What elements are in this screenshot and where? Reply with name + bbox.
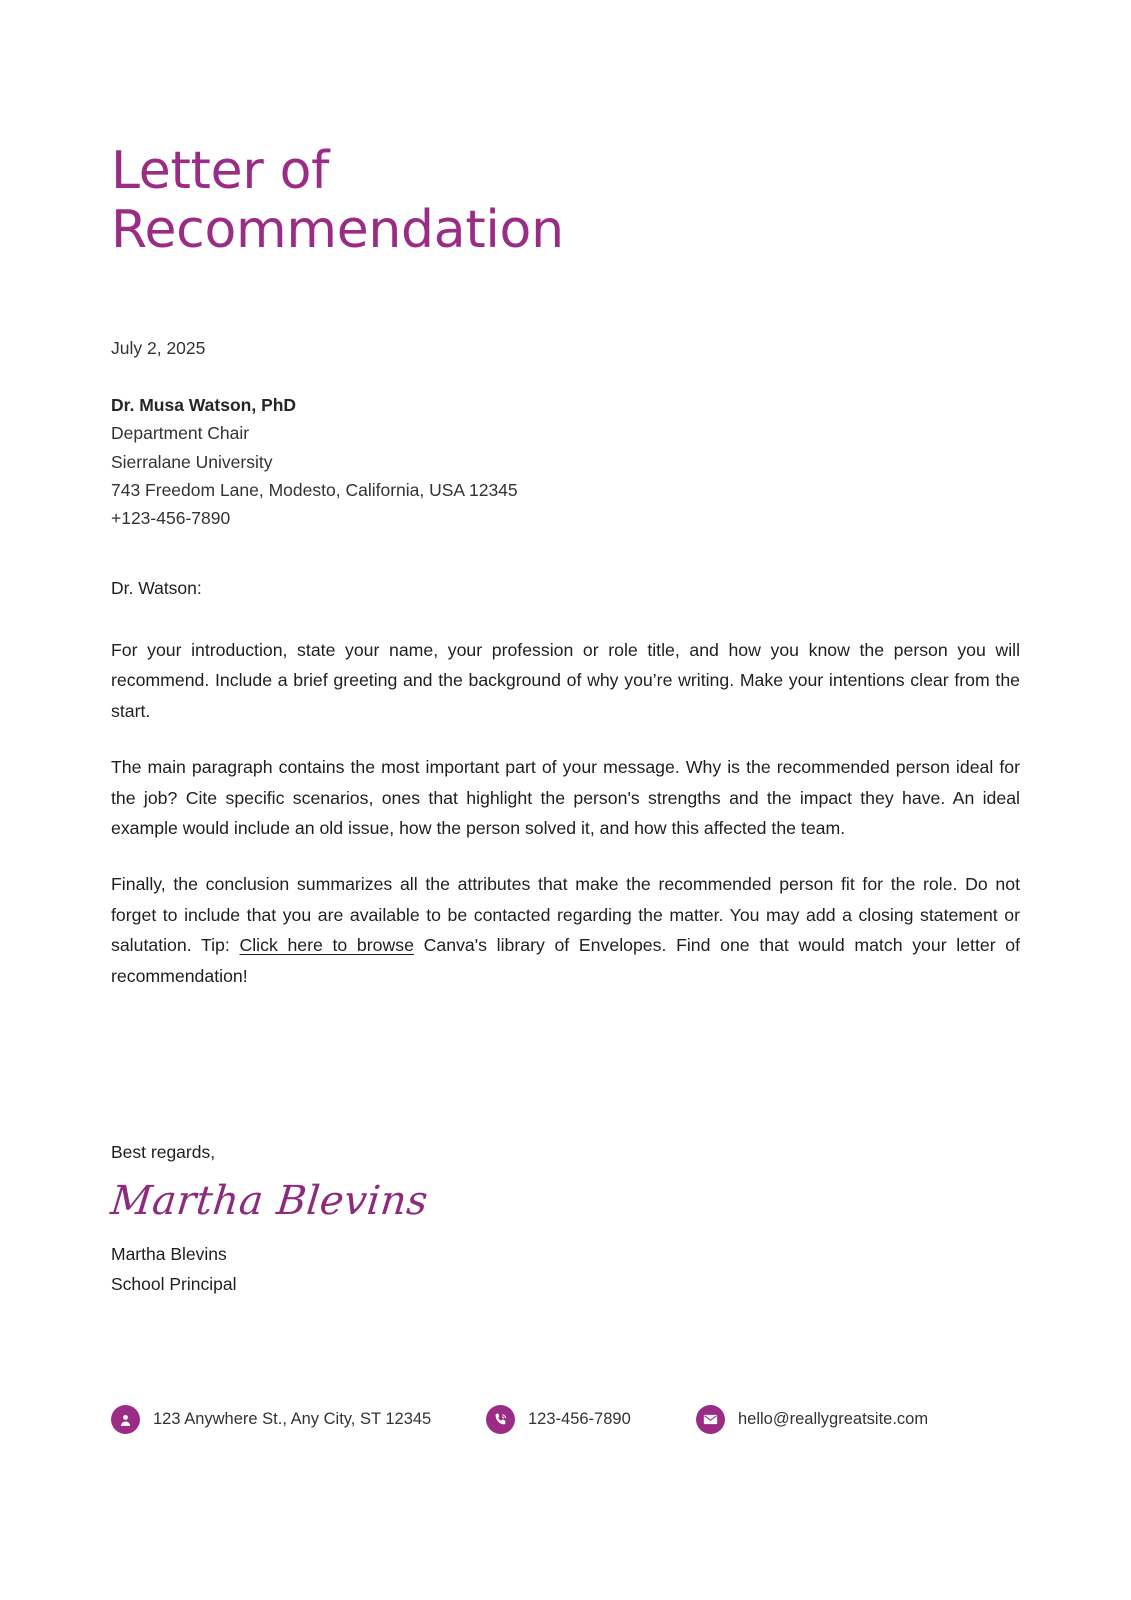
page-title-line-2: Recommendation [111,199,564,260]
footer [111,1405,1020,1434]
footer-item-address [111,1405,486,1434]
salutation: Dr. Watson: [111,577,202,598]
recipient-phone: +123-456-7890 [111,508,231,529]
footer-item-email [696,1405,928,1434]
footer-item-phone [486,1405,696,1434]
body-paragraph-3-text-before: Finally, the conclusion summarizes all the attributes that make the recommended person fit for the role. Do not forget to include that you are available to be contacted regarding the matter. You may add a closing statement or salutation. Tip: [111,874,1020,956]
body-paragraph-1: For your introduction, state your name, your profession or role title, and how you know the person you will recommend. Include a brief greeting and the background of why you’re writing. Make your intentions clear from the start. [111,639,1020,721]
phone-icon [486,1405,515,1434]
user-location-icon [111,1405,140,1434]
signature-script: Martha Blevins [108,1178,431,1225]
browse-envelopes-link[interactable]: Click here to browse [239,935,414,956]
envelope-icon [696,1405,725,1434]
footer-phone-text: 123-456-7890 [528,1409,631,1428]
recipient-block [111,391,1020,533]
letter-body [111,635,1020,991]
title-block [111,0,1020,260]
recipient-name: Dr. Musa Watson, PhD [111,394,297,415]
letter-date: July 2, 2025 [111,337,206,358]
recipient-address: 743 Freedom Lane, Modesto, California, USA 12345 [111,479,518,500]
signoff-block [108,1139,1020,1297]
page-title-line-1: Letter of [111,141,330,201]
recipient-organization: Sierralane University [111,451,273,472]
signer-role: School Principal [111,1273,237,1294]
closing-phrase: Best regards, [111,1142,216,1163]
page-title [111,142,631,260]
footer-address-text: 123 Anywhere St., Any City, ST 12345 [153,1409,432,1428]
body-paragraph-3-text-after: Canva's library of Envelopes. Find one that would match your letter of recommendation! [111,935,1021,986]
footer-email-text: hello@reallygreatsite.com [738,1409,929,1428]
body-paragraph-2: The main paragraph contains the most important part of your message. Why is the recommended person ideal for the job? Cite specific scenarios, ones that highlight the person's strengths and the impact they have. An ideal example would include an old issue, how the person solved it, and how this affected the team. [111,757,1020,839]
signer-name: Martha Blevins [111,1244,227,1265]
recipient-position: Department Chair [111,423,250,444]
body-paragraph-3 [111,869,1020,991]
